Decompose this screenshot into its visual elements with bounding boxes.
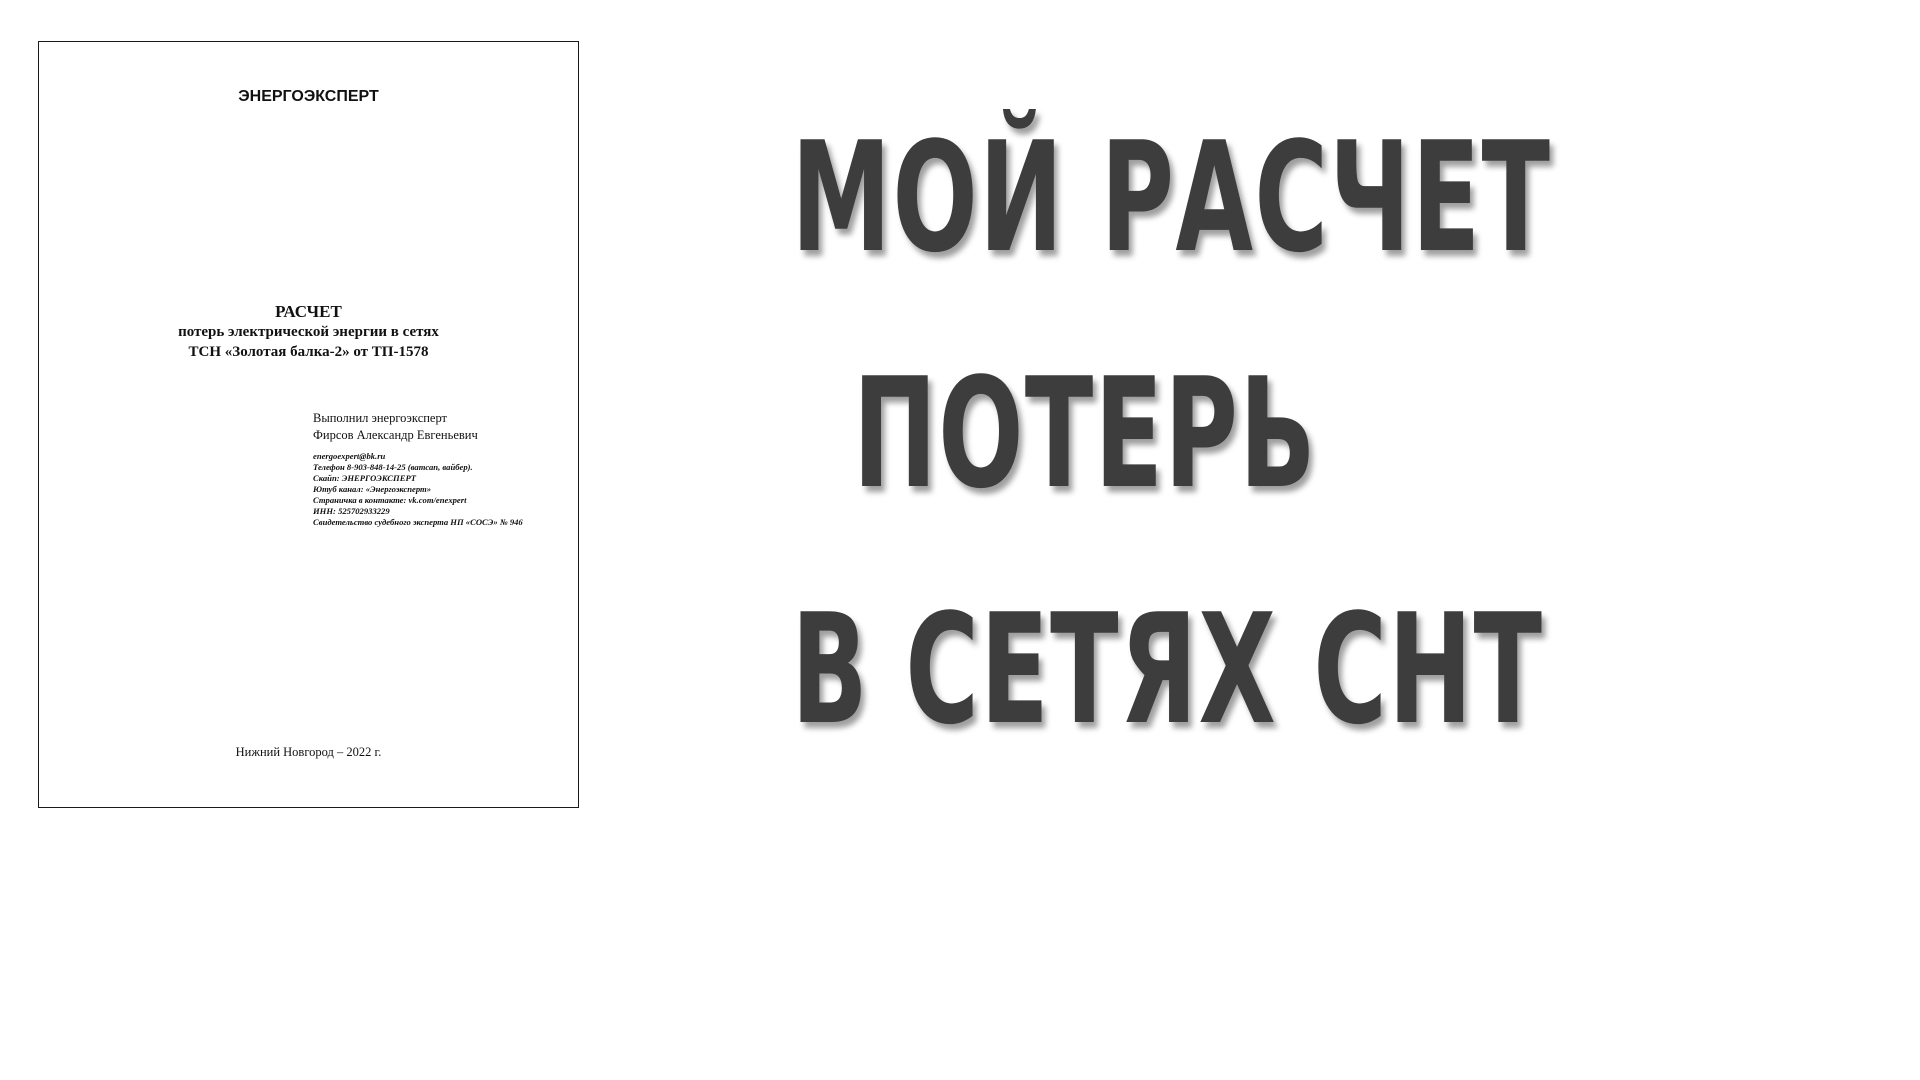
headline [640,80,1552,788]
contacts-block [313,451,523,528]
contact-certificate: Свидетельство судебного эксперта НП «СОСЭ» № 946 [313,517,523,527]
contact-vk: Страничка в контакте: vk.com/enexpert [313,495,467,505]
contact-skype: Скайп: ЭНЕРГОЭКСПЕРТ [313,473,416,483]
document-page-preview [38,41,579,808]
contact-email: energoexpert@bk.ru [313,451,386,461]
document-subtitle-line: ТСН «Золотая балка-2» от ТП-1578 [188,344,429,360]
contact-phone: Телефон 8-903-848-14-25 (ватсап, вайбер). [313,462,473,472]
document-title: РАСЧЕТ [275,302,342,321]
author-line: Выполнил энергоэксперт [313,411,448,425]
contact-inn: ИНН: 525702933229 [313,506,390,516]
author-line: Фирсов Александр Евгеньевич [313,428,478,442]
document-subtitle-line: потерь электрической энергии в сетях [178,324,439,340]
headline-line: В СЕТЯХ СНТ [791,581,1544,758]
organization-name: ЭНЕРГОЭКСПЕРТ [238,88,379,105]
headline-line: МОЙ РАСЧЕТ [791,109,1552,286]
document-footer: Нижний Новгород – 2022 г. [235,745,382,759]
contact-youtube: Ютуб канал: «Энергоэксперт» [313,484,432,494]
author-block [313,410,478,444]
document-title-block [39,302,578,362]
headline-line: ПОТЕРЬ [852,345,1318,522]
